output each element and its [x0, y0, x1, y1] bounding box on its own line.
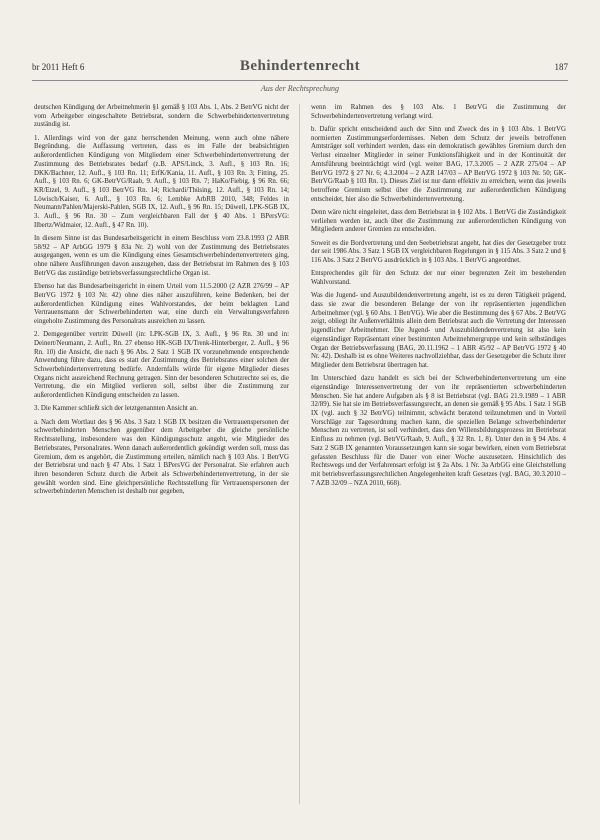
paragraph: Denn wäre nicht eingeleitet, dass dem Betriebsrat in § 102 Abs. 1 BetrVG die Zuständigkeit verliehen werden ist, auch über die Zustimmung zur außerordentlichen Kündigung von Mitgliedern anderer Gremien zu entscheiden.	[311, 208, 566, 234]
header-rule	[32, 80, 568, 81]
right-column	[311, 104, 566, 493]
paragraph: 3. Die Kammer schließt sich der letztgenannten Ansicht an.	[34, 405, 198, 413]
paragraph: Was die Jugend- und Auszubildendenvertretung angeht, ist es zu deren Tätigkeit prägend, dass sie zwar die besonderen Belange der von ihr repräsentierten jugendlichen Arbeitnehmer (vgl. § 60 Abs. 1 BetrVG). Wie aber die Bestimmung des § 67 Abs. 2 BetrVG zeigt, obliegt ihr Außenverhältnis allein dem Betriebsrat auch die Vertretung der Interessen jugendlicher Arbeitnehmer. Die Jugend- und Auszubildendenvertretung ist also kein eigenständiger Repräsentant einer bestimmten Arbeitnehmergruppe und kein selbständiges Organ der Betriebsverfassung (BAG, 20.11.1962 – 1 ABR 45/92 – AP BetrVG 1972 § 40 Nr. 42). Deshalb ist es ohne Weiteres nachvollziehbar, dass der Gesetzgeber die Schutz ihrer Mitglieder dem Betriebsrat übertragen hat.	[311, 292, 566, 369]
left-column	[34, 104, 289, 502]
paragraph: deutschen Kündigung der Arbeitnehmerin §1 gemäß § 103 Abs. 1, Abs. 2 BetrVG nicht der vom Arbeitgeber eingeschaltete Betriebsrat, sondern die Schwerbehindertenvertretung zuständig ist.	[34, 104, 289, 129]
paragraph: Entsprechendes gilt für den Schutz der nur einer begrenzten Zeit im bestehenden Wahlvorstand.	[311, 270, 566, 287]
journal-title: Behindertenrecht	[239, 58, 361, 74]
paragraph: 2. Demgegenüber vertritt Düwell (in: LPK-SGB IX, 3. Aufl., § 96 Rn. 30 und in: Deinert/Neumann, 2. Aufl., Rn. 27 ebenso HK-SGB IX/Trenk-Hinterberger, 2. Aufl., § 96 Rn. 10) die Ansicht, die nach § 96 Abs. 2 Satz 1 SGB IX vorzunehmende entsprechende Anwendung führe dazu, dass es statt der Zustimmung des Betriebsrates einer solchen der Schwerbehindertenvertretung bedürfe. Andernfalls würde für eigene Mitglieder dieses Organs nicht ausreichend Rechnung getragen. Sinn der besonderen Schutzrechte sei es, die Vertretung, die ein Mitglied verlieren soll, selbst über die Zustimmung zur außerordentlichen Kündigung entscheiden zu lassen.	[34, 331, 289, 400]
paragraph: 1. Allerdings wird von der ganz herrschenden Meinung, wenn auch ohne nähere Begründung, die Auffassung vertreten, dass es im Falle der beabsichtigten außerordentlichen Kündigung von Mitgliedern einer Schwerbehindertenvertretung der Zustimmung des Betriebsrates bedarf (z.B. APS/Linck, 3. Aufl., § 103 Rn. 16; DKK/Bachner, 12. Aufl., § 103 Rn. 11; ErfK/Kania, 11. Aufl., § 103 Rn. 3; Fitting, 25. Aufl., § 103 Rn. 6; GK-BetrVG/Raab, 9. Aufl., § 103 Rn. 7; HaKo/Fiebig, § 96 Rn. 66; KR/Etzel, 9. Aufl., § 103 BetrVG Rn. 14; Richardi/Thüsing, 12. Aufl., § 103 Rn. 14; Löwisch/Kaiser, 6. Aufl., § 103 Rn. 6; Lembke ArbRB 2010, 348; Feldes in Neumann/Pahlen/Majerski-Pahlen, SGB IX, 12. Aufl., § 96 Rn. 15; Düwell, LPK-SGB IX, 3. Aufl., § 96 Rn. 30 – Zum vergleichbaren Fall der § 40 Abs. 1 BPersVG: Ilbertz/Widmaier, 12. Aufl., § 47 Rn. 10).	[34, 134, 289, 229]
paragraph: Soweit es die Bordvertretung und den Seebetriebsrat angeht, hat dies der Gesetzgeber trotz der seit 1986 Abs. 3 Satz 1 SGB IX vergleichbaren Regelungen in § 115 Abs. 3 Satz 2 und § 116 Abs. 3 Satz 2 BetrVG ausdrücklich in § 103 Abs. 1 BetrVG angeordnet.	[311, 239, 566, 265]
issue-label: br 2011 Heft 6	[32, 62, 85, 72]
column-divider	[299, 104, 300, 804]
page-number: 187	[554, 62, 568, 72]
section-title: Aus der Rechtsprechung	[261, 84, 339, 93]
page-header	[32, 58, 568, 80]
paragraph: wenn im Rahmen des § 103 Abs. 1 BetrVG die Zustimmung der Schwerbehindertenvertretung verlangt wird.	[311, 104, 566, 120]
paragraph: Ebenso hat das Bundesarbeitsgericht in einem Urteil vom 11.5.2000 (2 AZR 276/99 – AP BetrVG 1972 § 103 Nr. 42) ohne dies näher auszuführen, keine Bedenken, bei der außerordentlichen Kündigung eines Wahlvorstandes, der beim beklagten Land Vertrauensmann der Schwerbehinderten war, eine durch ein Verwaltungsverfahren eingeholte Zustimmung des Personalrats ausreichen zu lassen.	[34, 283, 289, 325]
paragraph: Im Unterschied dazu handelt es sich bei der Schwerbehindertenvertretung um eine eigenständige Interessenvertretung der von ihr repräsentierten schwerbehinderten Menschen. Sie hat andere Aufgaben als § 8 ist Betriebsrat (vgl. BAG 21.9.1989 – 1 ABR 32/89). Sie hat sie im Betriebsverfassungsrecht, an denen sie gemäß § 95 Abs. 1 Satz 1 SGB IX (vgl. auch § 32 BetrVG) teilnimmt, schwächt beratend teilzunehmen und in Vorteil Vorschläge zur Tagesordnung machen kann, die speziellen Belange schwerbehinderter Menschen zu vertreten, ist soll verhindert, dass den Willensbildungsprozess im Betriebsrat Einfluss zu nehmen (vgl. BetrVG/Raab, 9. Aufl., § 32 Rn. 1, 8). Unter den in § 94 Abs. 4 Satz 2 SGB IX genannten Voraussetzungen kann sie sogar bewirken, einen vom Betriebsrat gefassten Beschluss für die Dauer von einer Woche auszusetzen. Hinsichtlich des Rechtswegs und der Verfahrensart erfolgt ist § 2a Abs. 1 Nr. 3a ArbGG eine Gleichstellung mit betriebsverfassungsrechtlichen Angelegenheiten kraft Gesetzes (vgl. BAG, 30.3.2010 – 7 AZB 32/09 – NZA 2010, 668).	[311, 375, 566, 487]
paragraph: a. Nach dem Wortlaut des § 96 Abs. 3 Satz 1 SGB IX besitzen die Vertrauenspersonen der schwerbehinderten Menschen gegenüber dem Arbeitgeber die gleiche persönliche Rechtsstellung, insbesondere was den Kündigungsschutz angeht, wie Mitglieder des Betriebsrates, Personalrates. Wenn danach außerordentlich gekündigt werden soll, muss das Gremium, dem es angehört, die Zustimmung erteilen, nämlich nach § 103 Abs. 1 BetrVG der Betriebsrat und nach § 47 Abs. 1 Satz 1 BPersVG der Personalrat. Sie erfahren auch ihren besonderen Schutz durch die Arbeit als Schwerbehindertenvertretung, in der sie gewählt worden sind. Eine gleichpersönliche Rechtsstellung für Vertrauenspersonen der schwerbehinderten Menschen ist deshalb nur gegeben,	[34, 418, 289, 496]
paragraph: In diesem Sinne ist das Bundesarbeitsgericht in einem Beschluss vom 23.8.1993 (2 ABR 58/92 – AP ArbGG 1979 § 83a Nr. 2) wohl von der Zustimmung des Betriebsrates ausgegangen, wenn es um die Kündigung eines Gesamtschwerbehindertenvertreters ging, ohne nähere Ausführungen davon auszugehen, dass der Betriebsrat im Rahmen des § 103 BetrVG das zuständige betriebsverfassungsrechtliche Organ ist.	[34, 235, 289, 277]
paragraph: b. Dafür spricht entscheidend auch der Sinn und Zweck des in § 103 Abs. 1 BetrVG normierten Zustimmungserfordernisses. Neben dem Schutz der jeweils betroffenen Amtsträger soll verhindert werden, dass ein demokratisch gewähltes Gremium durch den Verlust einzelner Mitglieder in seiner Funktionsfähigkeit und in der Kontinuität der Amtsführung beeinträchtigt wird (vgl. weiter BAG, 17.3.2005 – 2 AZR 275/04 – AP BetrVG 1972 § 27 Nr. 6; 4.3.2004 – 2 AZR 147/03 – AP BetrVG 1972 § 103 Nr. 50; GK-BetrVG/Raab § 103 Rn. 1). Dieses Ziel ist nur dann effektiv zu erreichen, wenn das jeweils betroffene Gremium selbst über die Zustimmung zur außerordentlichen Kündigung entscheidet, hier also die Schwerbehindertenvertretung.	[311, 126, 566, 203]
